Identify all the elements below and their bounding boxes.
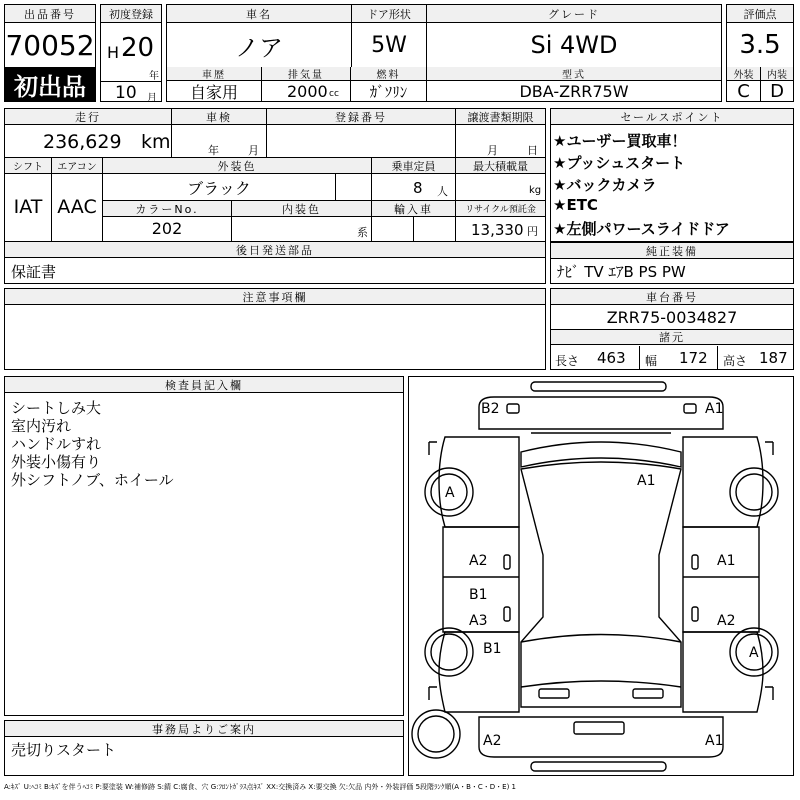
diagram-mark: B1: [469, 587, 488, 603]
diagram-mark: A1: [705, 733, 724, 749]
inspection-month-unit: 月: [248, 144, 259, 157]
grade-label: グレード: [427, 5, 721, 23]
int-color-unit: 系: [357, 226, 368, 239]
width-value: 172: [679, 349, 708, 367]
load-label: 最大積載量: [456, 158, 545, 174]
recycle-unit: 円: [527, 225, 538, 238]
diagram-mark: A3: [469, 613, 488, 629]
inspector-label: 検査員記入欄: [5, 377, 403, 393]
car-label: 車名: [167, 5, 351, 23]
capacity-value: 8: [413, 179, 423, 197]
car-diagram-box: [408, 376, 794, 776]
diagram-mark: A: [445, 485, 455, 501]
details-box: [4, 108, 546, 284]
interior-label: 内装: [760, 67, 793, 81]
equipment-label: 純正装備: [551, 243, 793, 259]
history-label: 車歴: [167, 67, 261, 81]
inspection-label: 車検: [172, 109, 266, 125]
diagram-mark: A2: [483, 733, 502, 749]
capacity-unit: 人: [437, 185, 448, 198]
recycle-label: リサイクル預託金: [456, 201, 545, 217]
shift-label: シフト: [5, 158, 51, 174]
chassis-value: ZRR75-0034827: [606, 307, 738, 327]
inspector-box: [4, 376, 404, 716]
reg-era: H: [107, 43, 120, 62]
displacement-value: 2000: [287, 82, 328, 101]
vehicle-info-box: [166, 4, 722, 102]
later-parts-value: 保証書: [11, 263, 57, 281]
notes-box: [4, 288, 546, 370]
inspector-line: ハンドルすれ: [11, 435, 102, 453]
office-value: 売切りスタート: [11, 741, 117, 759]
width-label: 幅: [645, 354, 658, 368]
height-value: 187: [759, 349, 788, 367]
equipment-box: [550, 242, 794, 284]
reg-label: 初度登録: [101, 5, 161, 23]
legend-text: A:ｷｽﾞ U:ﾍｺﾐ B:ｷｽﾞを伴うﾍｺﾐ P:要塗装 W:補修跡 S:錆 C:腐食、穴 G:ﾌﾛﾝﾄｶﾞﾗｽ点ｷｽﾞ XX:交換済み X:要交換 欠:欠品 内外・外装評価 5段階ﾗﾝｸ順(A・B・C・D・E) 1: [4, 783, 516, 791]
later-parts-label: 後日発送部品: [5, 242, 545, 258]
car-name: ノア: [235, 33, 283, 62]
fuel-label: 燃料: [351, 67, 426, 81]
displacement-unit: cc: [329, 89, 339, 99]
reg-month: 10: [115, 83, 137, 103]
model-value: DBA-ZRR75W: [519, 81, 629, 101]
sales-point-item: ★バックカメラ: [553, 176, 657, 194]
reg-box: [100, 4, 162, 102]
door-value: 5W: [371, 32, 407, 58]
sales-point-item: ★プッシュスタート: [553, 154, 686, 172]
inspector-line: 外装小傷有り: [11, 453, 102, 471]
reg-year-unit: 年: [149, 71, 159, 82]
displacement-label: 排気量: [262, 67, 350, 81]
diagram-mark: A2: [469, 553, 488, 569]
sales-points-label: セールスポイント: [551, 109, 793, 125]
plate-label: 登録番号: [267, 109, 455, 125]
lot-number: 70052: [5, 28, 95, 62]
history-value: 自家用: [189, 82, 238, 102]
load-unit: kg: [529, 185, 542, 196]
inspector-line: 外シフトノブ、ホイール: [11, 471, 174, 489]
sales-point-item: ★左側パワースライドドア: [553, 220, 730, 238]
door-label: ドア形状: [352, 5, 426, 23]
car-diagram: [409, 377, 793, 775]
int-color-label: 内装色: [232, 201, 371, 217]
length-label: 長さ: [555, 354, 580, 368]
sales-point-item: ★ETC: [553, 196, 598, 214]
shift-value: IAT: [13, 196, 43, 218]
office-box: [4, 720, 404, 776]
reg-month-unit: 月: [147, 93, 157, 104]
inspector-line: シートしみ大: [11, 399, 102, 417]
specs-label: 諸元: [551, 329, 793, 345]
sales-point-item: ★ユーザー買取車！: [553, 132, 687, 150]
lot-box: [4, 4, 96, 102]
score-box: [726, 4, 794, 102]
ext-color-label: 外装色: [103, 158, 371, 174]
office-label: 事務局よりご案内: [5, 721, 403, 737]
transfer-label: 譲渡書類期限: [456, 109, 545, 125]
grade-value: Si 4WD: [530, 31, 618, 59]
mileage-unit: km: [141, 131, 171, 153]
import-label: 輸入車: [372, 201, 455, 217]
first-listing-badge: 初出品: [5, 67, 95, 101]
chassis-box: [550, 288, 794, 370]
diagram-mark: A1: [705, 401, 724, 417]
length-value: 463: [597, 349, 626, 367]
sales-points-box: [550, 108, 794, 242]
mileage-value: 236,629: [43, 131, 122, 153]
model-label: 型式: [427, 67, 721, 81]
exterior-grade: C: [737, 80, 750, 102]
mileage-label: 走行: [5, 109, 171, 125]
capacity-label: 乗車定員: [372, 158, 455, 174]
interior-grade: D: [760, 81, 793, 101]
lot-label: 出品番号: [5, 5, 95, 23]
diagram-mark: A2: [717, 613, 736, 629]
reg-year: 20: [121, 33, 155, 63]
transfer-month-unit: 月: [487, 144, 498, 157]
ext-color-value: ブラック: [187, 178, 251, 198]
recycle-value: 13,330: [471, 221, 524, 239]
diagram-mark: A: [749, 645, 759, 661]
transfer-day-unit: 日: [527, 144, 538, 157]
diagram-mark: A1: [717, 553, 736, 569]
exterior-label: 外装: [727, 67, 760, 81]
score-value: 3.5: [739, 30, 781, 60]
height-label: 高さ: [723, 354, 748, 368]
score-label: 評価点: [727, 5, 793, 23]
aircon-label: エアコン: [52, 158, 102, 174]
diagram-mark: A1: [637, 473, 656, 489]
inspector-line: 室内汚れ: [11, 417, 72, 435]
inspection-year-unit: 年: [208, 144, 219, 157]
color-no-label: カラーNo.: [103, 201, 231, 217]
fuel-value: ｶﾞｿﾘﾝ: [369, 82, 408, 101]
color-no-value: 202: [151, 219, 183, 238]
aircon-value: AAC: [57, 196, 97, 218]
diagram-mark: B1: [483, 641, 502, 657]
notes-label: 注意事項欄: [5, 289, 545, 305]
equipment-value: ﾅﾋﾞ TV ｴｱB PS PW: [557, 263, 686, 281]
chassis-label: 車台番号: [551, 289, 793, 305]
diagram-mark: B2: [481, 401, 500, 417]
